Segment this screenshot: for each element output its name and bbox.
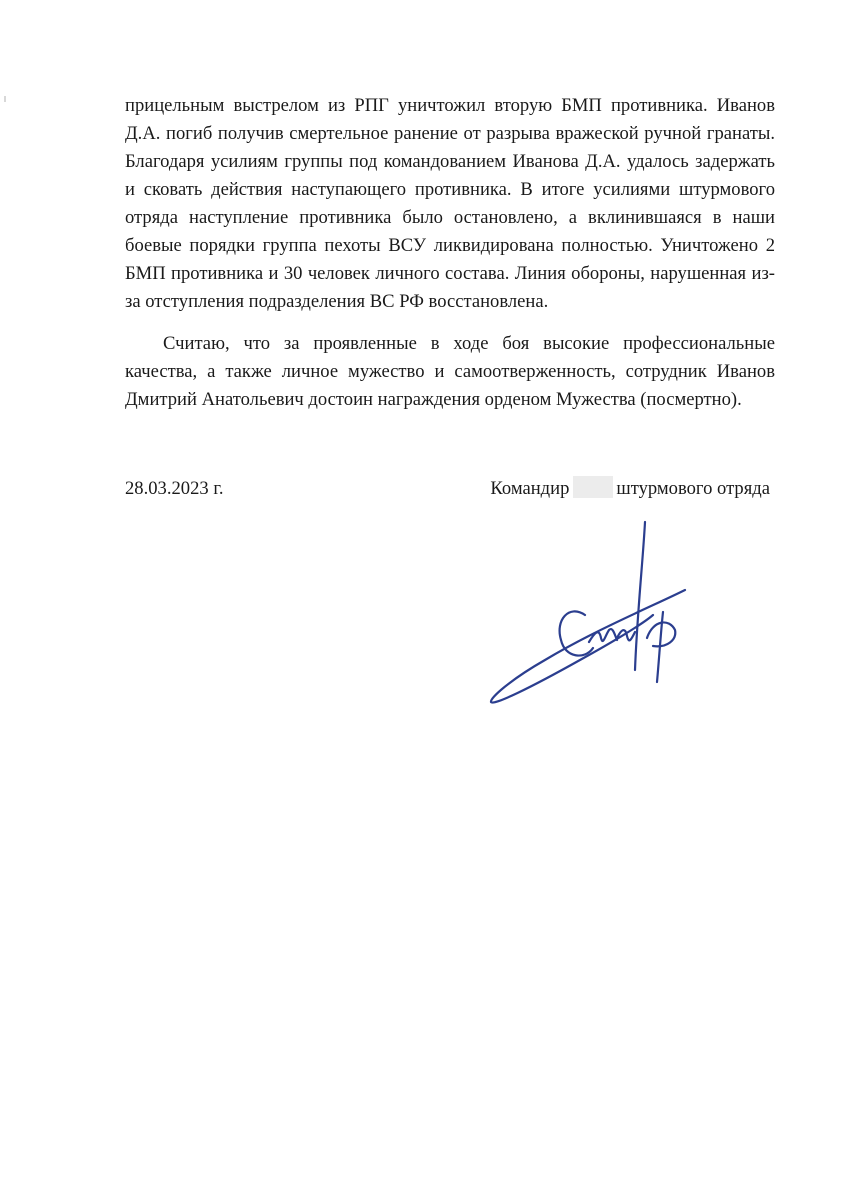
signer-title-start: Командир — [490, 478, 570, 499]
scan-artifact — [4, 96, 6, 102]
paragraph-award-recommendation: Считаю, что за проявленные в ходе боя высокие профессиональные качества, а также личное мужество и самоотверженность, сотрудник Иванов Дмитрий Анатольевич достоин награждения орденом Мужества (посмертно). — [125, 333, 775, 410]
document-date: 28.03.2023 г. — [125, 478, 224, 499]
signer-title — [490, 475, 770, 503]
handwritten-signature — [485, 520, 705, 710]
redaction-box — [573, 476, 613, 498]
document-body — [125, 92, 775, 414]
paragraph-battle-account: прицельным выстрелом из РПГ уничтожил вторую БМП противника. Иванов Д.А. погиб получив смертельное ранение от разрыва вражеской ручной гранаты. Благодаря усилиям группы под командованием Иванова Д.А. удалось задержать и сковать действия наступающего противника. В итоге усилиями штурмового отряда наступление противника было остановлено, а вклинившаяся в наши боевые порядки группа пехоты ВСУ ликвидирована полностью. Уничтожено 2 БМП противника и 30 человек личного состава. Линия обороны, нарушенная из-за отступления подразделения ВС РФ восстановлена. — [125, 95, 775, 312]
signer-title-end: штурмового отряда — [616, 478, 770, 499]
